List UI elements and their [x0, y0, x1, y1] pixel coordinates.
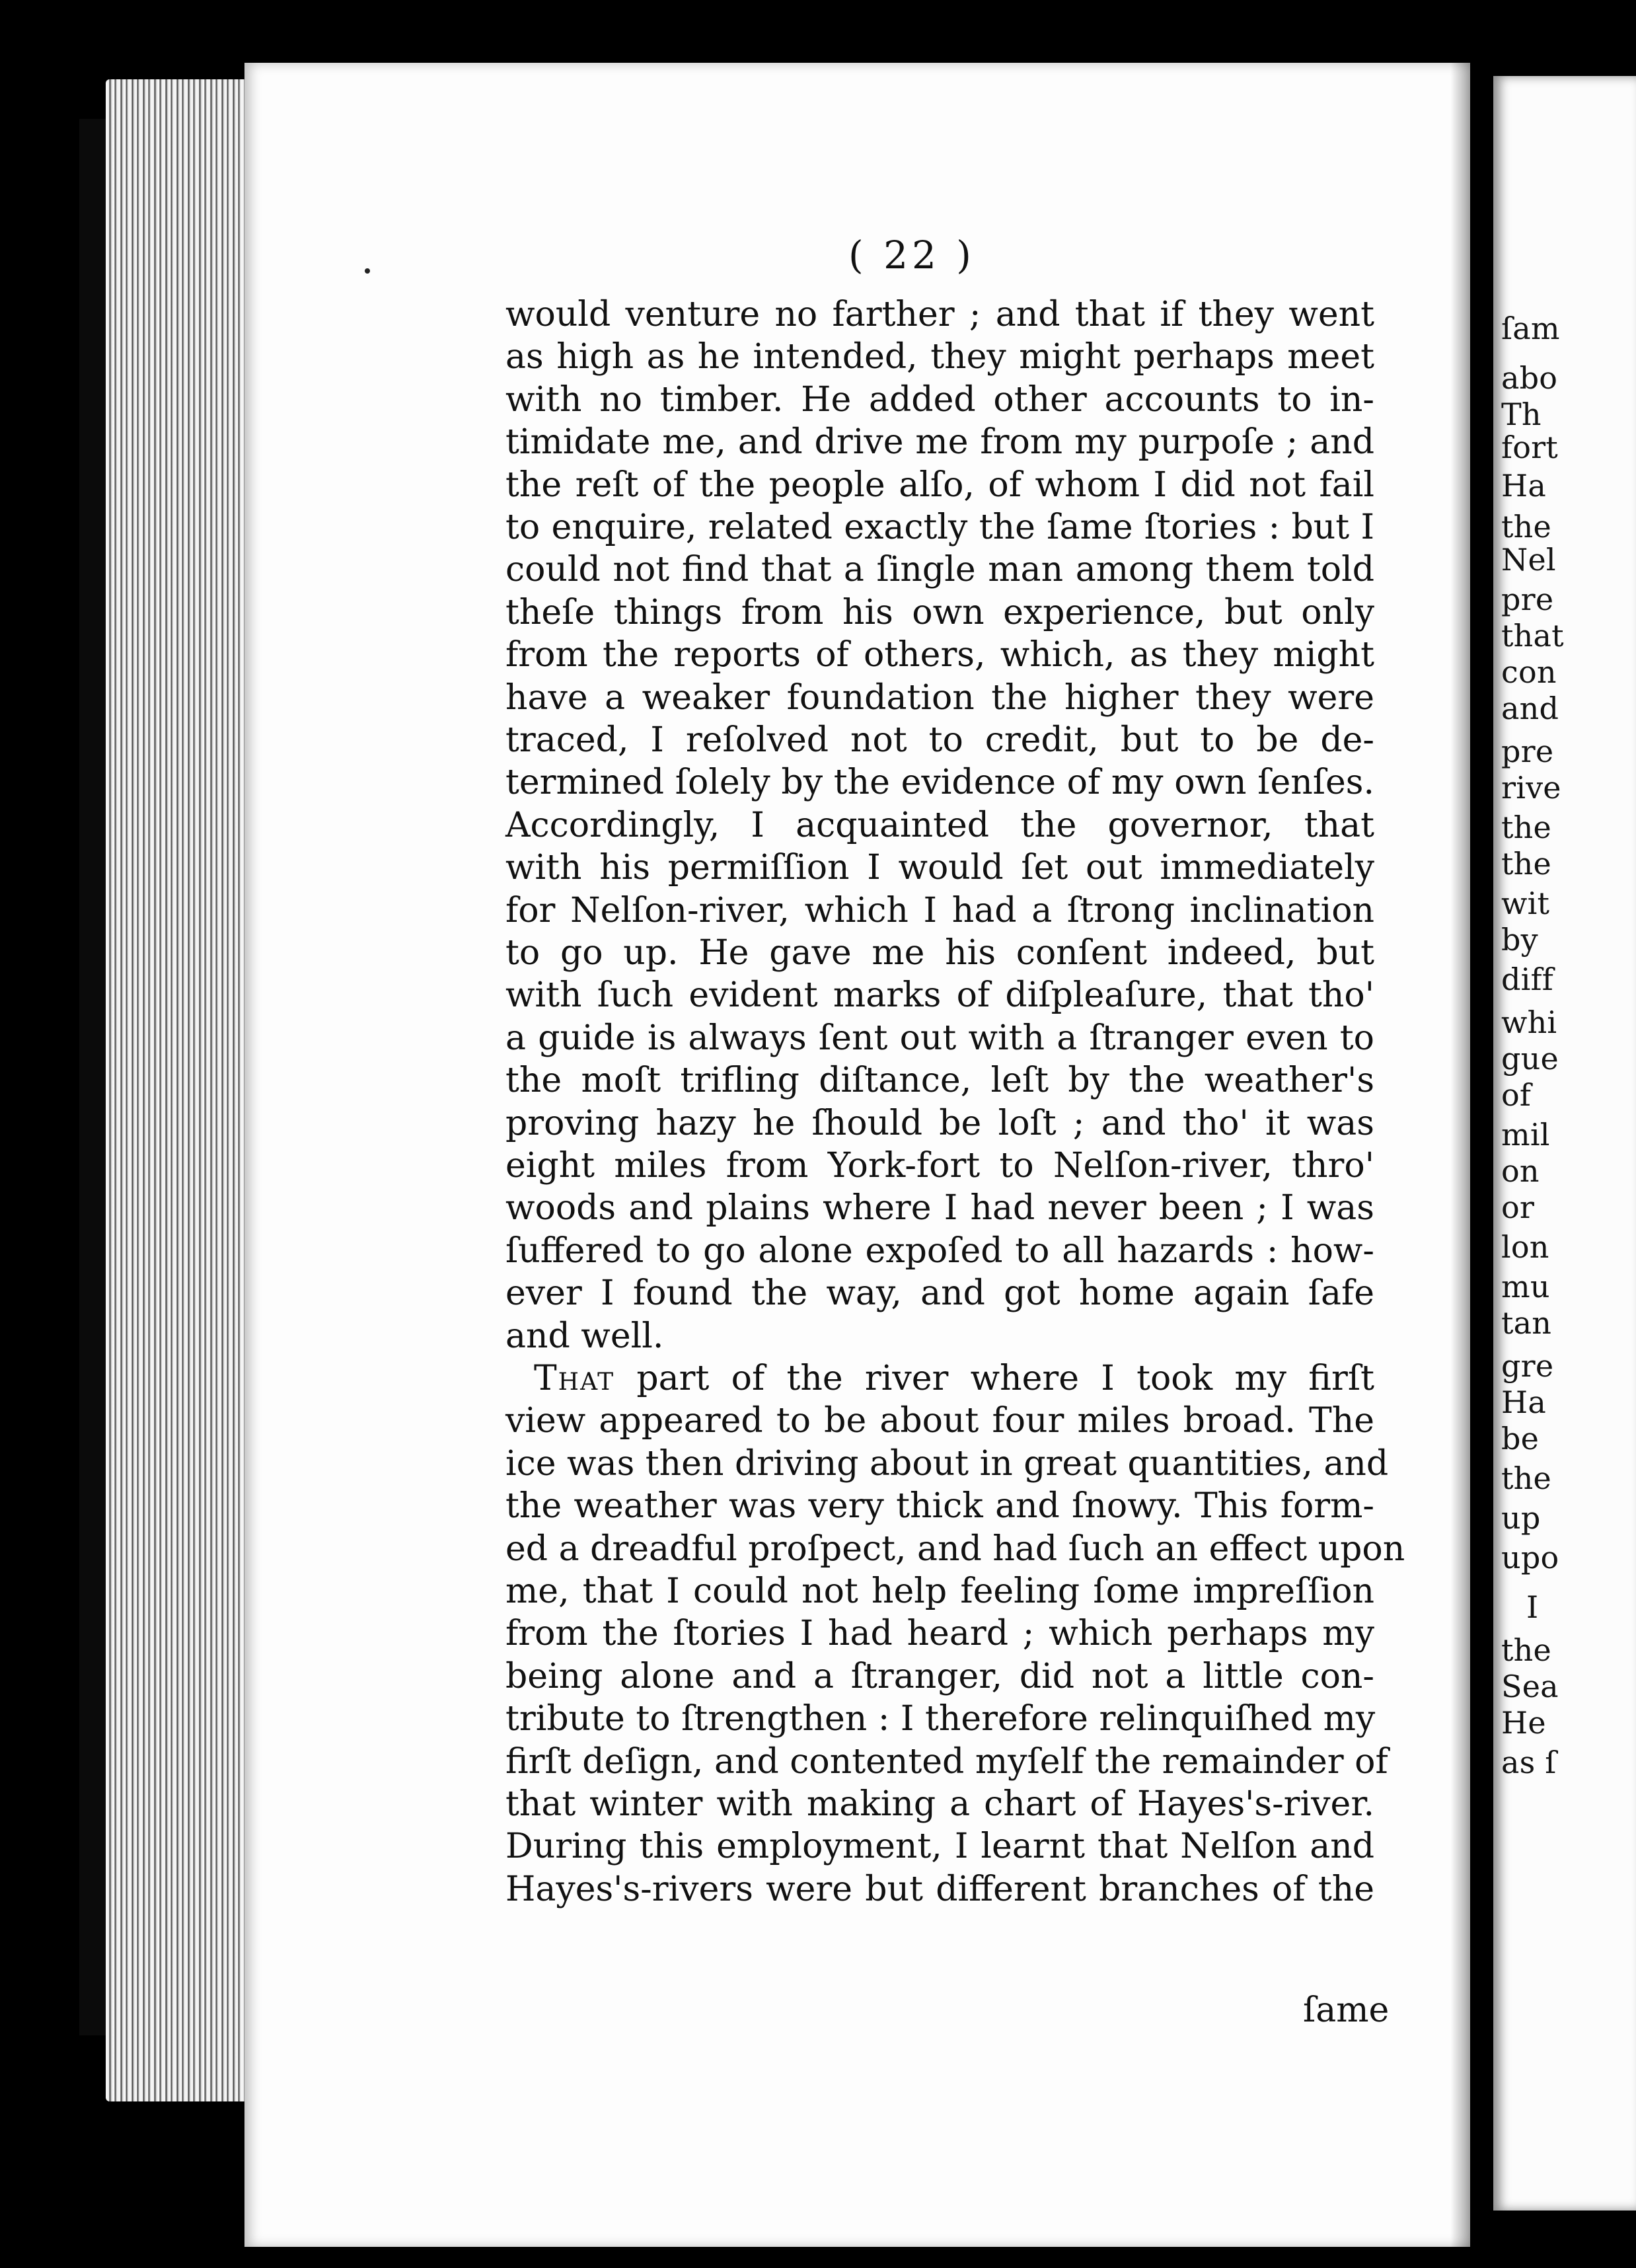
facing-page-fragment: mu — [1501, 1269, 1550, 1304]
text-line: Hayes's-rivers were but different branches of the — [505, 1869, 1374, 1909]
facing-page-fragment: the — [1501, 1632, 1551, 1668]
facing-page-fragment: pre — [1501, 734, 1554, 769]
catchword: ſame — [1303, 1990, 1390, 2030]
text-line: have a weaker foundation the higher they were — [505, 677, 1374, 718]
text-line: timidate me, and drive me from my purpoſe ; and — [505, 422, 1374, 463]
facing-page-fragment: I — [1526, 1589, 1539, 1625]
facing-page-fragment: lon — [1501, 1229, 1549, 1265]
text-line: termined ſolely by the evidence of my own ſenſes. — [505, 763, 1374, 803]
facing-page-fragment: abo — [1501, 360, 1558, 396]
facing-page-fragment: fort — [1501, 430, 1558, 465]
facing-page-fragment: wit — [1501, 886, 1550, 921]
facing-page-fragment: gue — [1501, 1041, 1559, 1077]
facing-page-fragment: up — [1501, 1500, 1541, 1536]
facing-page-fragment: Nel — [1501, 542, 1556, 578]
facing-page-fragment: and — [1501, 691, 1559, 726]
small-caps-lead: That — [534, 1359, 615, 1398]
text-line: firſt deſign, and contented myſelf the remainder of — [505, 1741, 1388, 1782]
text-line: from the reports of others, which, as they might — [505, 635, 1374, 675]
text-line: to enquire, related exactly the ſame ſtories : but I — [505, 508, 1374, 547]
facing-page-fragment: the — [1501, 1460, 1551, 1496]
facing-page-fragment: by — [1501, 922, 1538, 958]
facing-page-fragment: that — [1501, 618, 1564, 654]
text-line: and well. — [505, 1316, 664, 1356]
text-line: the reſt of the people alſo, of whom I did not fail — [505, 465, 1374, 505]
facing-page-fragment: diff — [1501, 962, 1554, 997]
facing-page-fragment: pre — [1501, 582, 1554, 617]
facing-page-fragment: ſam — [1501, 311, 1560, 346]
text-line: could not find that a ſingle man among them told — [505, 550, 1374, 590]
facing-page-fragment: of — [1501, 1077, 1532, 1113]
text-line: During this employment, I learnt that Nelſon and — [505, 1827, 1374, 1867]
stray-ink-mark — [365, 268, 370, 274]
facing-page-fragment: Ha — [1501, 1384, 1546, 1420]
facing-page-fragment: tan — [1501, 1305, 1552, 1341]
text-line: to go up. He gave me his conſent indeed, but — [505, 933, 1374, 973]
text-line: theſe things from his own experience, but only — [505, 592, 1374, 632]
text-line: me, that I could not help feeling ſome impreſſion — [505, 1571, 1374, 1611]
page-edges — [106, 79, 248, 2101]
facing-page-fragment: the — [1501, 810, 1551, 845]
facing-page-fragment: He — [1501, 1705, 1546, 1741]
facing-page-fragment: rive — [1501, 770, 1561, 806]
paragraph-first-line — [534, 1361, 1374, 1396]
facing-page-fragment: mil — [1501, 1117, 1550, 1153]
text-line: ever I found the way, and got home again ſafe — [505, 1273, 1374, 1314]
text-line: a guide is always ſent out with a ſtranger even to — [505, 1018, 1374, 1058]
text-line: as high as he intended, they might perhaps meet — [505, 337, 1374, 377]
facing-page-fragment: the — [1501, 509, 1551, 545]
facing-page-fragment: con — [1501, 654, 1557, 690]
facing-page-fragment: as ſ — [1501, 1745, 1557, 1780]
text-line: from the ſtories I had heard ; which perhaps my — [505, 1614, 1374, 1654]
facing-page-fragment: upo — [1501, 1540, 1559, 1575]
text-line: that winter with making a chart of Hayes's-river. — [505, 1784, 1374, 1824]
facing-page-fragment: be — [1501, 1421, 1540, 1456]
text-line: traced, I reſolved not to credit, but to be de- — [505, 720, 1374, 760]
text-line: ed a dreadful proſpect, and had ſuch an effect upon — [505, 1529, 1405, 1569]
text-line: with ſuch evident marks of diſpleaſure, that tho' — [505, 975, 1374, 1016]
text-line-rest: part of the river where I took my firſt — [614, 1359, 1374, 1398]
text-line: ice was then driving about in great quantities, and — [505, 1443, 1389, 1484]
facing-page-fragment: Ha — [1501, 468, 1546, 504]
facing-page-fragment: or — [1501, 1190, 1535, 1225]
facing-page-fragment: the — [1501, 846, 1551, 882]
text-line: for Nelſon-river, which I had a ſtrong inclination — [505, 890, 1374, 930]
text-line: ſuffered to go alone expoſed to all hazards : how- — [505, 1230, 1374, 1271]
facing-page — [1493, 76, 1636, 2211]
facing-page-fragment: gre — [1501, 1348, 1554, 1384]
gutter-shadow — [1450, 63, 1470, 2247]
text-line: with no timber. He added other accounts to in- — [505, 379, 1374, 420]
text-line: eight miles from York-fort to Nelſon-river, thro' — [505, 1146, 1374, 1186]
text-line: with his permiſſion I would ſet out immediately — [505, 848, 1374, 888]
text-line: would venture no farther ; and that if they went — [505, 295, 1374, 334]
facing-page-fragment: on — [1501, 1153, 1540, 1189]
text-line: the weather was very thick and ſnowy. This form- — [505, 1486, 1374, 1527]
facing-page-fragment: whi — [1501, 1004, 1557, 1040]
text-line: being alone and a ſtranger, did not a little con- — [505, 1656, 1374, 1696]
text-line: tribute to ſtrengthen : I therefore relinquiſhed my — [505, 1699, 1376, 1739]
text-line: proving hazy he ſhould be loſt ; and tho' it was — [505, 1103, 1374, 1143]
facing-page-fragment: Th — [1501, 397, 1542, 432]
page-number: ( 22 ) — [848, 233, 975, 278]
text-line: the moſt trifling diſtance, leſt by the weather's — [505, 1061, 1374, 1101]
text-line: woods and plains where I had never been ; I was — [505, 1188, 1374, 1228]
text-line: Accordingly, I acquainted the governor, that — [505, 805, 1374, 845]
text-line: view appeared to be about four miles broad. The — [505, 1401, 1374, 1441]
facing-page-fragment: Sea — [1501, 1669, 1559, 1704]
